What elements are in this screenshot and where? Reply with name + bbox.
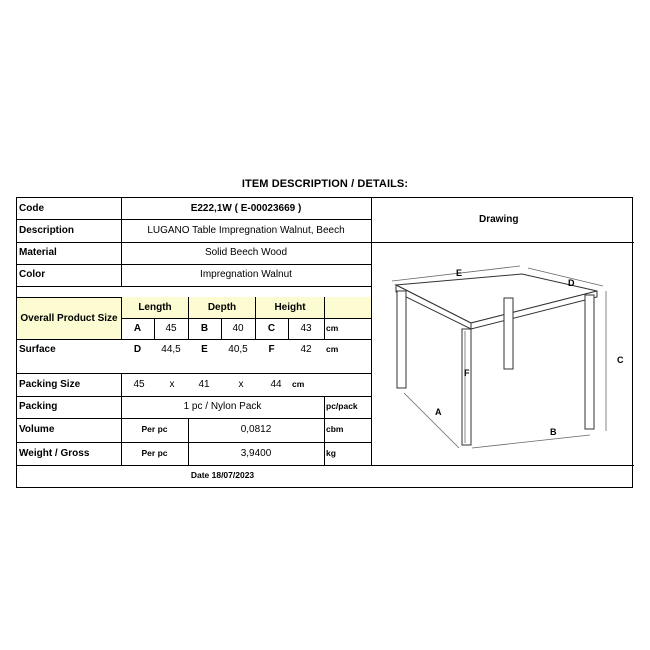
packing-depth: 41 bbox=[198, 378, 210, 390]
letter-b: B bbox=[200, 322, 209, 334]
page-title: ITEM DESCRIPTION / DETAILS: bbox=[241, 178, 409, 190]
dimension-line-b bbox=[472, 435, 590, 448]
drawing-label-b: B bbox=[550, 427, 557, 437]
packing-unit: pc/pack bbox=[326, 401, 358, 412]
date-label: Date 18/07/2023 bbox=[190, 469, 255, 480]
volume-per: Per pc bbox=[141, 424, 168, 435]
surface-depth-value: 40,5 bbox=[228, 344, 248, 356]
surface-unit: cm bbox=[326, 344, 339, 355]
overall-size-label: Overall Product Size bbox=[17, 297, 121, 339]
description-value: LUGANO Table Impregnation Walnut, Beech bbox=[147, 224, 345, 236]
packing-value: 1 pc / Nylon Pack bbox=[183, 401, 262, 413]
material-label: Material bbox=[19, 247, 57, 259]
drawing-label-f: F bbox=[464, 368, 470, 378]
size-header-blank bbox=[324, 297, 371, 318]
volume-value: 0,0812 bbox=[240, 424, 272, 436]
packing-label: Packing bbox=[19, 401, 58, 413]
volume-unit: cbm bbox=[326, 424, 344, 435]
table-leg bbox=[585, 295, 594, 429]
drawing-label-a: A bbox=[435, 407, 442, 417]
packing-length: 45 bbox=[133, 378, 145, 390]
weight-unit: kg bbox=[326, 447, 336, 458]
letter-c: C bbox=[267, 322, 276, 334]
size-unit: cm bbox=[326, 322, 339, 333]
height-header: Height bbox=[255, 297, 324, 318]
letter-a: A bbox=[133, 322, 142, 334]
packing-size-unit: cm bbox=[292, 378, 305, 389]
length-value: 45 bbox=[165, 322, 177, 334]
drawing-label-d: D bbox=[568, 278, 575, 288]
code-value: E222,1W ( E-00023669 ) bbox=[190, 202, 302, 214]
drawing-title: Drawing bbox=[479, 214, 519, 225]
packing-separator: x bbox=[169, 378, 175, 390]
dimension-line-a bbox=[404, 393, 459, 448]
volume-label: Volume bbox=[19, 424, 55, 436]
table-drawing bbox=[372, 243, 634, 465]
weight-per: Per pc bbox=[141, 447, 168, 458]
surface-height-value: 42 bbox=[300, 344, 312, 356]
drawing-label-c: C bbox=[617, 355, 624, 365]
spec-sheet bbox=[16, 197, 633, 488]
length-header: Length bbox=[121, 297, 188, 318]
weight-label: Weight / Gross bbox=[19, 447, 90, 459]
material-value: Solid Beech Wood bbox=[204, 247, 288, 259]
row-divider bbox=[17, 465, 634, 466]
surface-length-value: 44,5 bbox=[161, 344, 181, 356]
letter-d: D bbox=[133, 344, 142, 356]
drawing-label-e: E bbox=[456, 268, 463, 278]
packing-size-label: Packing Size bbox=[19, 378, 81, 390]
color-label: Color bbox=[19, 269, 46, 281]
table-leg bbox=[397, 291, 406, 388]
column-divider bbox=[324, 396, 325, 465]
depth-header: Depth bbox=[188, 297, 255, 318]
letter-e: E bbox=[201, 344, 208, 356]
surface-label: Surface bbox=[19, 344, 56, 356]
table-leg bbox=[462, 329, 471, 445]
packing-separator: x bbox=[238, 378, 244, 390]
letter-f: F bbox=[268, 344, 275, 356]
height-value: 43 bbox=[300, 322, 312, 334]
packing-height: 44 bbox=[270, 378, 282, 390]
table-leg bbox=[504, 298, 513, 369]
row-divider bbox=[17, 286, 371, 287]
description-label: Description bbox=[19, 224, 75, 236]
color-value: Impregnation Walnut bbox=[200, 269, 292, 281]
weight-value: 3,9400 bbox=[240, 447, 272, 459]
depth-value: 40 bbox=[232, 322, 244, 334]
code-label: Code bbox=[19, 202, 44, 214]
